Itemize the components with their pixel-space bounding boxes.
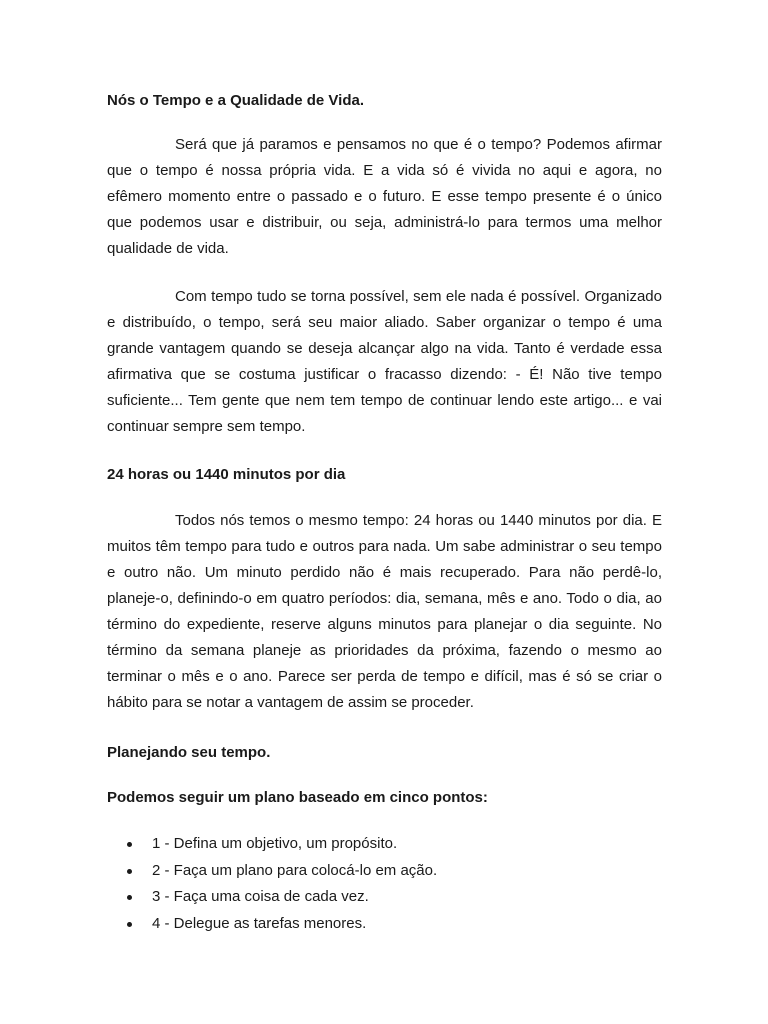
paragraph-2 [107, 284, 662, 440]
list-item [127, 831, 647, 858]
section-heading: Planejando seu tempo. [107, 744, 271, 761]
section-heading-block [107, 740, 662, 766]
paragraph-line: afirmativa que se costuma justificar o fracasso dizendo: - É! Não tive tempo [107, 366, 662, 383]
section-heading-block [107, 785, 662, 811]
paragraph-3 [107, 508, 662, 716]
list-item-text: 3 - Faça uma coisa de cada vez. [152, 888, 369, 906]
bullet-icon [127, 895, 132, 900]
paragraph-line: Todos nós temos o mesmo tempo: 24 horas ou 1440 minutos por dia. E [175, 512, 662, 529]
paragraph-line: terminar o mês e o ano. Parece ser perda de tempo e difícil, mas é só se criar o [107, 668, 662, 685]
bullet-icon [127, 842, 132, 847]
bullet-icon [127, 869, 132, 874]
list-item-text: 2 - Faça um plano para colocá-lo em ação. [152, 861, 438, 879]
paragraph-line: Com tempo tudo se torna possível, sem ele nada é possível. Organizado [175, 288, 662, 305]
paragraph-line: que podemos usar e distribuir, ou seja, administrá-lo para termos uma melhor [107, 214, 662, 231]
paragraph-line: e outro não. Um minuto perdido não é mais recuperado. Para não perdê-lo, [107, 564, 662, 581]
paragraph-line: muitos têm tempo para tudo e outros para nada. Um sabe administrar o seu tempo [107, 538, 662, 555]
document-title-block [107, 88, 662, 114]
paragraph-line: Será que já paramos e pensamos no que é o tempo? Podemos afirmar [175, 136, 662, 153]
paragraph-line: qualidade de vida. [107, 240, 229, 257]
list-item-text: 4 - Delegue as tarefas menores. [152, 914, 367, 932]
paragraph-1 [107, 132, 662, 262]
paragraph-line: grande vantagem quando se deseja alcançar algo na vida. Tanto é verdade essa [107, 340, 662, 357]
bullet-icon [127, 922, 132, 927]
list-item-text: 1 - Defina um objetivo, um propósito. [152, 835, 398, 852]
paragraph-line: término do expediente, reserve alguns minutos para planejar o dia seguinte. No [107, 616, 662, 633]
paragraph-line: término da semana planeje as prioridades da próxima, fazendo o mesmo ao [107, 642, 662, 659]
paragraph-line: continuar sempre sem tempo. [107, 418, 306, 435]
section-heading: Podemos seguir um plano baseado em cinco pontos: [107, 789, 488, 806]
paragraph-line: que o tempo é nossa própria vida. E a vida só é vivida no aqui e agora, no [107, 162, 662, 179]
section-heading: 24 horas ou 1440 minutos por dia [107, 466, 346, 483]
bullet-list [127, 831, 647, 937]
paragraph-line: efêmero momento entre o passado e o futuro. E esse tempo presente é o único [107, 188, 662, 205]
section-heading-block [107, 462, 662, 488]
paragraph-line: e distribuído, o tempo, será seu maior aliado. Saber organizar o tempo é uma [107, 314, 662, 331]
list-item [127, 884, 647, 911]
list-item [127, 858, 647, 885]
list-item [127, 911, 647, 938]
paragraph-line: suficiente... Tem gente que nem tem tempo de continuar lendo este artigo... e vai [107, 392, 662, 409]
paragraph-line: planeje-o, definindo-o em quatro períodos: dia, semana, mês e ano. Todo o dia, ao [107, 590, 662, 607]
document-title: Nós o Tempo e a Qualidade de Vida. [107, 92, 365, 109]
paragraph-line: hábito para se notar a vantagem de assim se proceder. [107, 694, 474, 711]
